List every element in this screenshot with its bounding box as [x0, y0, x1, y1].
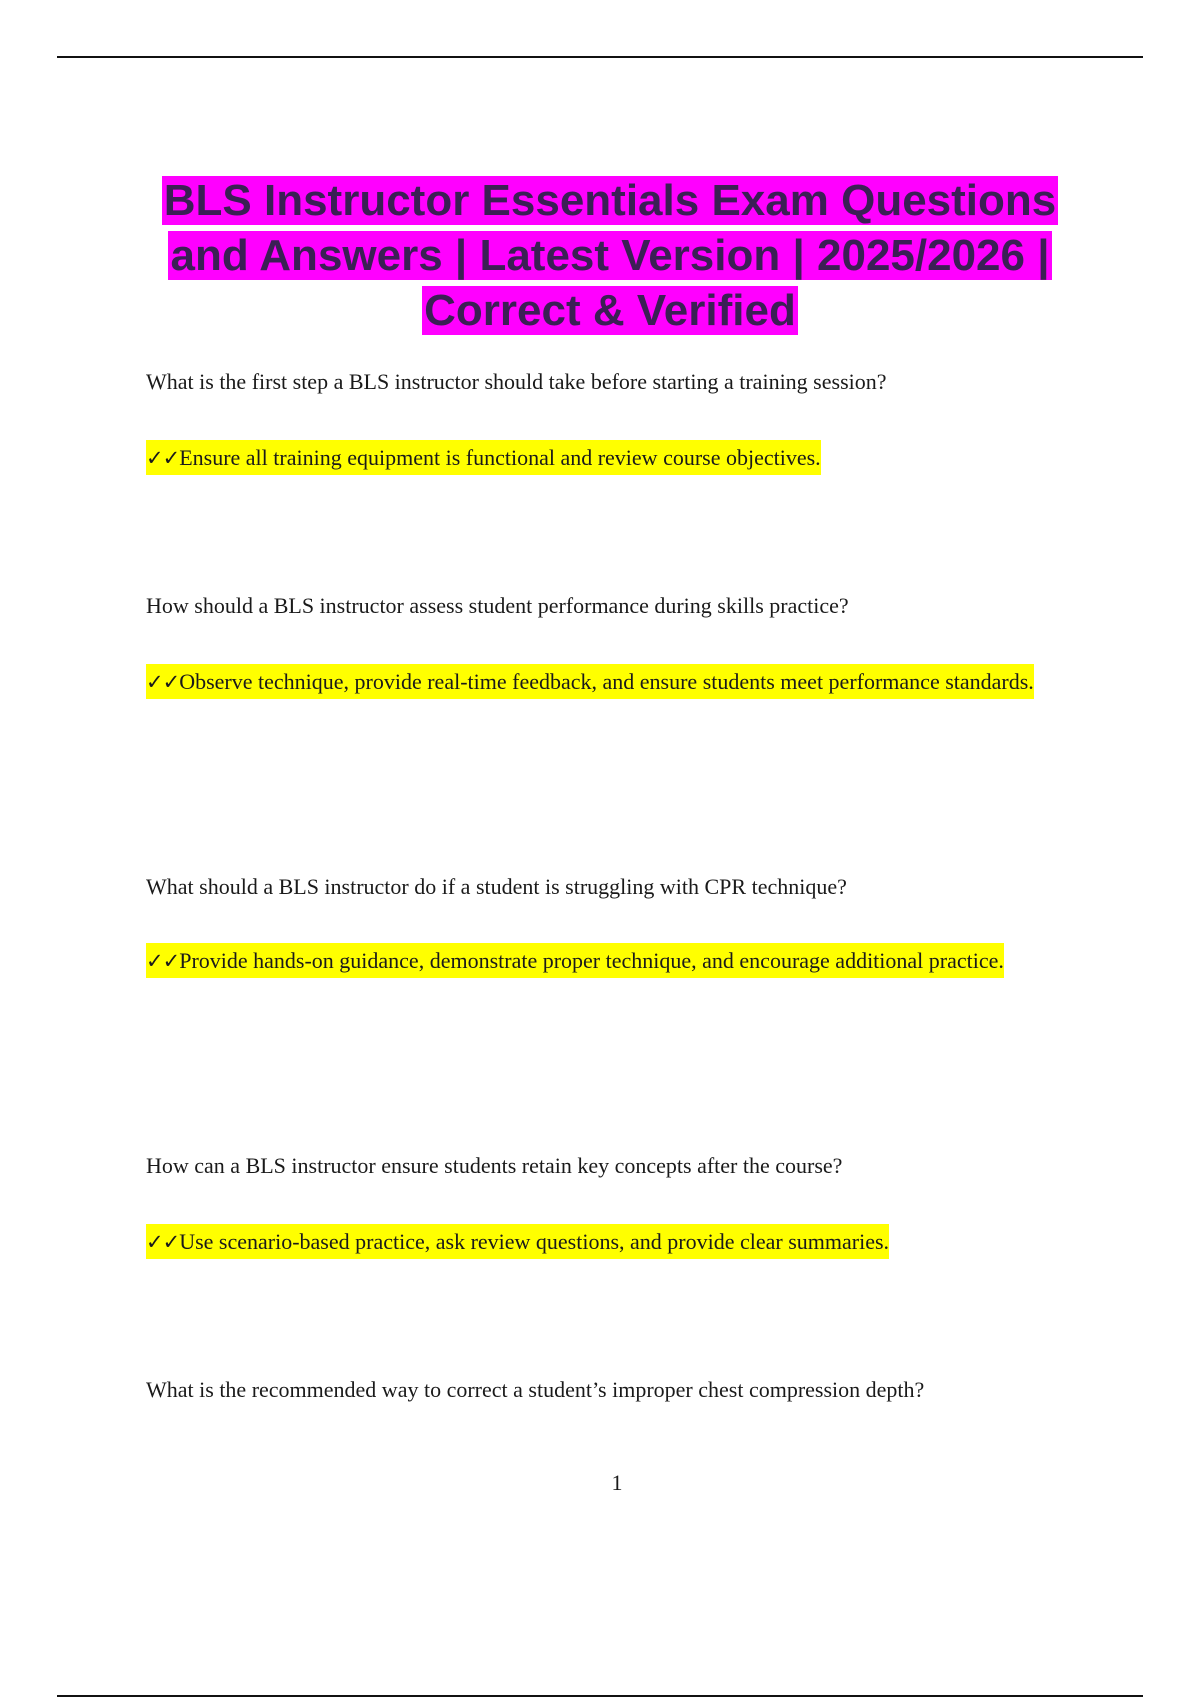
question-3: What should a BLS instructor do if a student is struggling with CPR technique?: [146, 874, 847, 899]
check-icon: ✓✓: [146, 670, 180, 694]
check-icon: ✓✓: [146, 949, 180, 973]
question-1: What is the first step a BLS instructor should take before starting a training session?: [146, 369, 887, 394]
question-4: How can a BLS instructor ensure students retain key concepts after the course?: [146, 1153, 843, 1178]
answer-highlight: [146, 1224, 889, 1259]
question-5: What is the recommended way to correct a student’s improper chest compression depth?: [146, 1377, 925, 1402]
answer-text: Use scenario-based practice, ask review questions, and provide clear summaries.: [179, 1229, 890, 1254]
answer-3: [146, 931, 1046, 991]
check-icon: ✓✓: [146, 446, 180, 470]
answer-4: [146, 1212, 1046, 1272]
answer-text: Observe technique, provide real-time feedback, and ensure students meet performance standards.: [179, 669, 1034, 694]
document-title-text: BLS Instructor Essentials Exam Questions and Answers | Latest Version | 2025/2026 | Correct & Verified: [163, 176, 1057, 336]
bottom-rule: [57, 1695, 1143, 1697]
top-rule: [57, 56, 1143, 58]
answer-highlight: [146, 664, 1034, 699]
page-number: 1: [611, 1470, 623, 1495]
answer-2: [146, 652, 1046, 712]
document-title: [130, 173, 1090, 338]
answer-text: Ensure all training equipment is functional and review course objectives.: [179, 445, 821, 470]
answer-1: [146, 428, 1046, 488]
answer-highlight: [146, 943, 1004, 978]
answer-text: Provide hands-on guidance, demonstrate proper technique, and encourage additional practice.: [179, 948, 1004, 973]
answer-highlight: [146, 440, 821, 475]
question-2: How should a BLS instructor assess student performance during skills practice?: [146, 593, 849, 618]
check-icon: ✓✓: [146, 1230, 180, 1254]
